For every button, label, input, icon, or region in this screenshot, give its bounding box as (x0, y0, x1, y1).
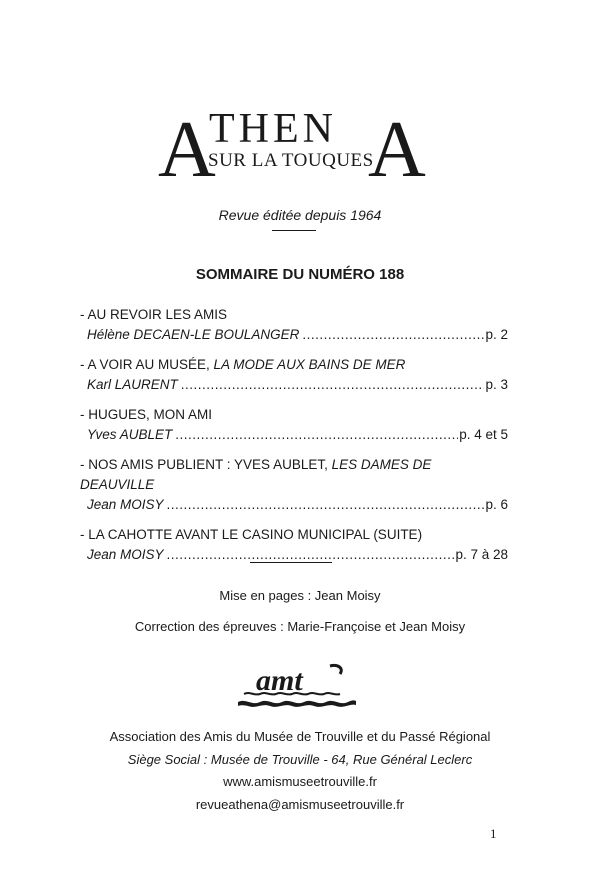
toc-entry-title-italic: LA MODE AUX BAINS DE MER (213, 357, 406, 372)
divider-bottom (250, 562, 332, 563)
table-of-contents (80, 305, 508, 575)
toc-entry-page: p. 4 et 5 (459, 427, 508, 442)
toc-entry-author-line (80, 495, 508, 514)
toc-entry-title: - AU REVOIR LES AMIS (80, 307, 228, 322)
masthead-letter-left: A (158, 106, 216, 194)
toc-entry-page: p. 3 (485, 377, 508, 392)
toc-entry-author: Karl LAURENT (87, 377, 178, 392)
toc-entry (80, 355, 508, 394)
layout-credit: Mise en pages : Jean Moisy (219, 588, 381, 603)
association-email: revueathena@amismuseetrouville.fr (195, 797, 405, 812)
dot-leader (175, 425, 458, 444)
toc-entry (80, 305, 508, 344)
toc-entry-author: Jean MOISY (87, 497, 164, 512)
dot-leader (302, 325, 484, 344)
masthead-subtitle: SUR LA TOUQUES (208, 150, 374, 171)
divider-top (272, 230, 316, 231)
toc-entry-title-line (80, 525, 508, 545)
masthead (0, 100, 600, 194)
toc-entry-page: p. 7 à 28 (455, 547, 508, 562)
toc-entry (80, 405, 508, 444)
toc-heading: SOMMAIRE DU NUMÉRO 188 (195, 266, 405, 283)
dot-leader (181, 375, 485, 394)
toc-entry-title: - NOS AMIS PUBLIENT : YVES AUBLET, (80, 457, 332, 472)
proofreading-credit: Correction des épreuves : Marie-Françoise et Jean Moisy (134, 619, 466, 634)
masthead-title: THEN (209, 106, 337, 152)
dot-leader (167, 495, 485, 514)
svg-text:amt: amt (256, 664, 303, 697)
toc-entry-title: - LA CAHOTTE AVANT LE CASINO MUNICIPAL (SUITE) (80, 527, 423, 542)
toc-entry-author: Hélène DECAEN-LE BOULANGER (87, 327, 300, 342)
toc-entry-title-italic: LES DAMES DE DEAUVILLE (80, 457, 432, 492)
association-website: www.amismuseetrouville.fr (223, 774, 377, 789)
toc-entry-author: Yves AUBLET (87, 427, 173, 442)
tagline: Revue éditée depuis 1964 (218, 207, 382, 223)
toc-entry-author-line (80, 375, 508, 394)
toc-entry-title-line (80, 455, 508, 495)
association-name: Association des Amis du Musée de Trouville et du Passé Régional (109, 729, 491, 744)
toc-entry-title-line (80, 355, 508, 375)
toc-entry-title-line (80, 405, 508, 425)
amt-logo (234, 662, 358, 710)
toc-entry (80, 455, 508, 514)
toc-entry-author-line (80, 325, 508, 344)
toc-entry-author: Jean MOISY (87, 547, 164, 562)
toc-entry-page: p. 6 (485, 497, 508, 512)
masthead-letter-right: A (368, 106, 426, 194)
toc-entry-page: p. 2 (485, 327, 508, 342)
toc-entry-title-line (80, 305, 508, 325)
toc-entry-title: - HUGUES, MON AMI (80, 407, 213, 422)
toc-entry-title: - A VOIR AU MUSÉE, (80, 357, 214, 372)
association-address: Siège Social : Musée de Trouville - 64, Rue Général Leclerc (127, 752, 473, 767)
page-number: 1 (490, 826, 497, 841)
toc-entry-author-line (80, 425, 508, 444)
toc-entry (80, 525, 508, 564)
